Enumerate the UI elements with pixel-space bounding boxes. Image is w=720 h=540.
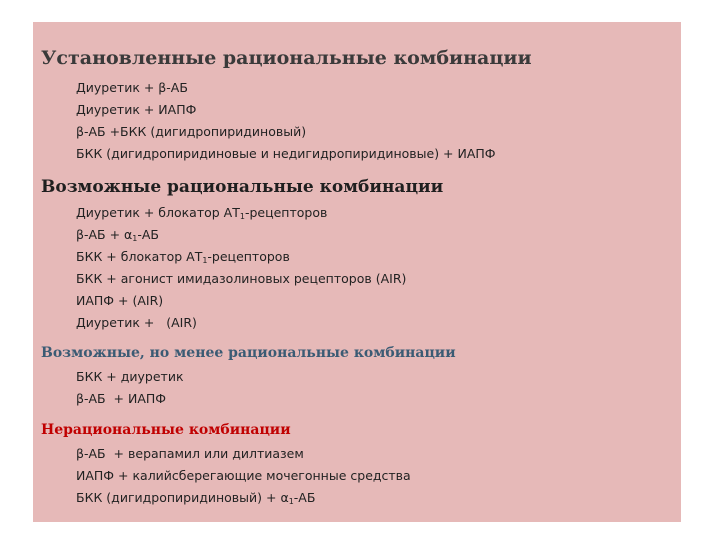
heading-less-rational-combinations: Возможные, но менее рациональные комбинации xyxy=(41,345,456,361)
list-item: Диуретик + блокатор $АТ_1$-рецепторов xyxy=(76,205,328,221)
list-item: $\beta-АБ + \alpha_1-АБ$ xyxy=(76,227,160,243)
list-item: Диуретик + ИАПФ xyxy=(76,102,197,117)
slide xyxy=(33,22,681,522)
list-item: β-АБ + верапамил или дилтиазем xyxy=(76,446,304,461)
heading-possible-combinations: Возможные рациональные комбинации xyxy=(41,177,444,197)
list-item: БКК (дигидропиридиновый) + $\alpha_1-АБ$ xyxy=(76,490,316,506)
list-item: Диуретик + β-АБ xyxy=(76,80,188,95)
list-item: ИАПФ + калийсберегающие мочегонные средства xyxy=(76,468,411,483)
list-item: БКК (дигидропиридиновые и недигидропиридиновые) + ИАПФ xyxy=(76,146,496,161)
list-item: БКК + диуретик xyxy=(76,369,184,384)
list-item: Диуретик + (AIR) xyxy=(76,315,197,330)
list-item: БКК + агонист имидазолиновых рецепторов (AIR) xyxy=(76,271,407,286)
list-item: ИАПФ + (AIR) xyxy=(76,293,164,308)
heading-established-combinations: Установленные рациональные комбинации xyxy=(41,47,532,69)
list-item: БКК + блокатор $АТ_1$-рецепторов xyxy=(76,249,290,265)
heading-irrational-combinations: Нерациональные комбинации xyxy=(41,422,291,438)
list-item: β-АБ + ИАПФ xyxy=(76,391,167,406)
list-item: β-АБ +БКК (дигидропиридиновый) xyxy=(76,124,307,139)
